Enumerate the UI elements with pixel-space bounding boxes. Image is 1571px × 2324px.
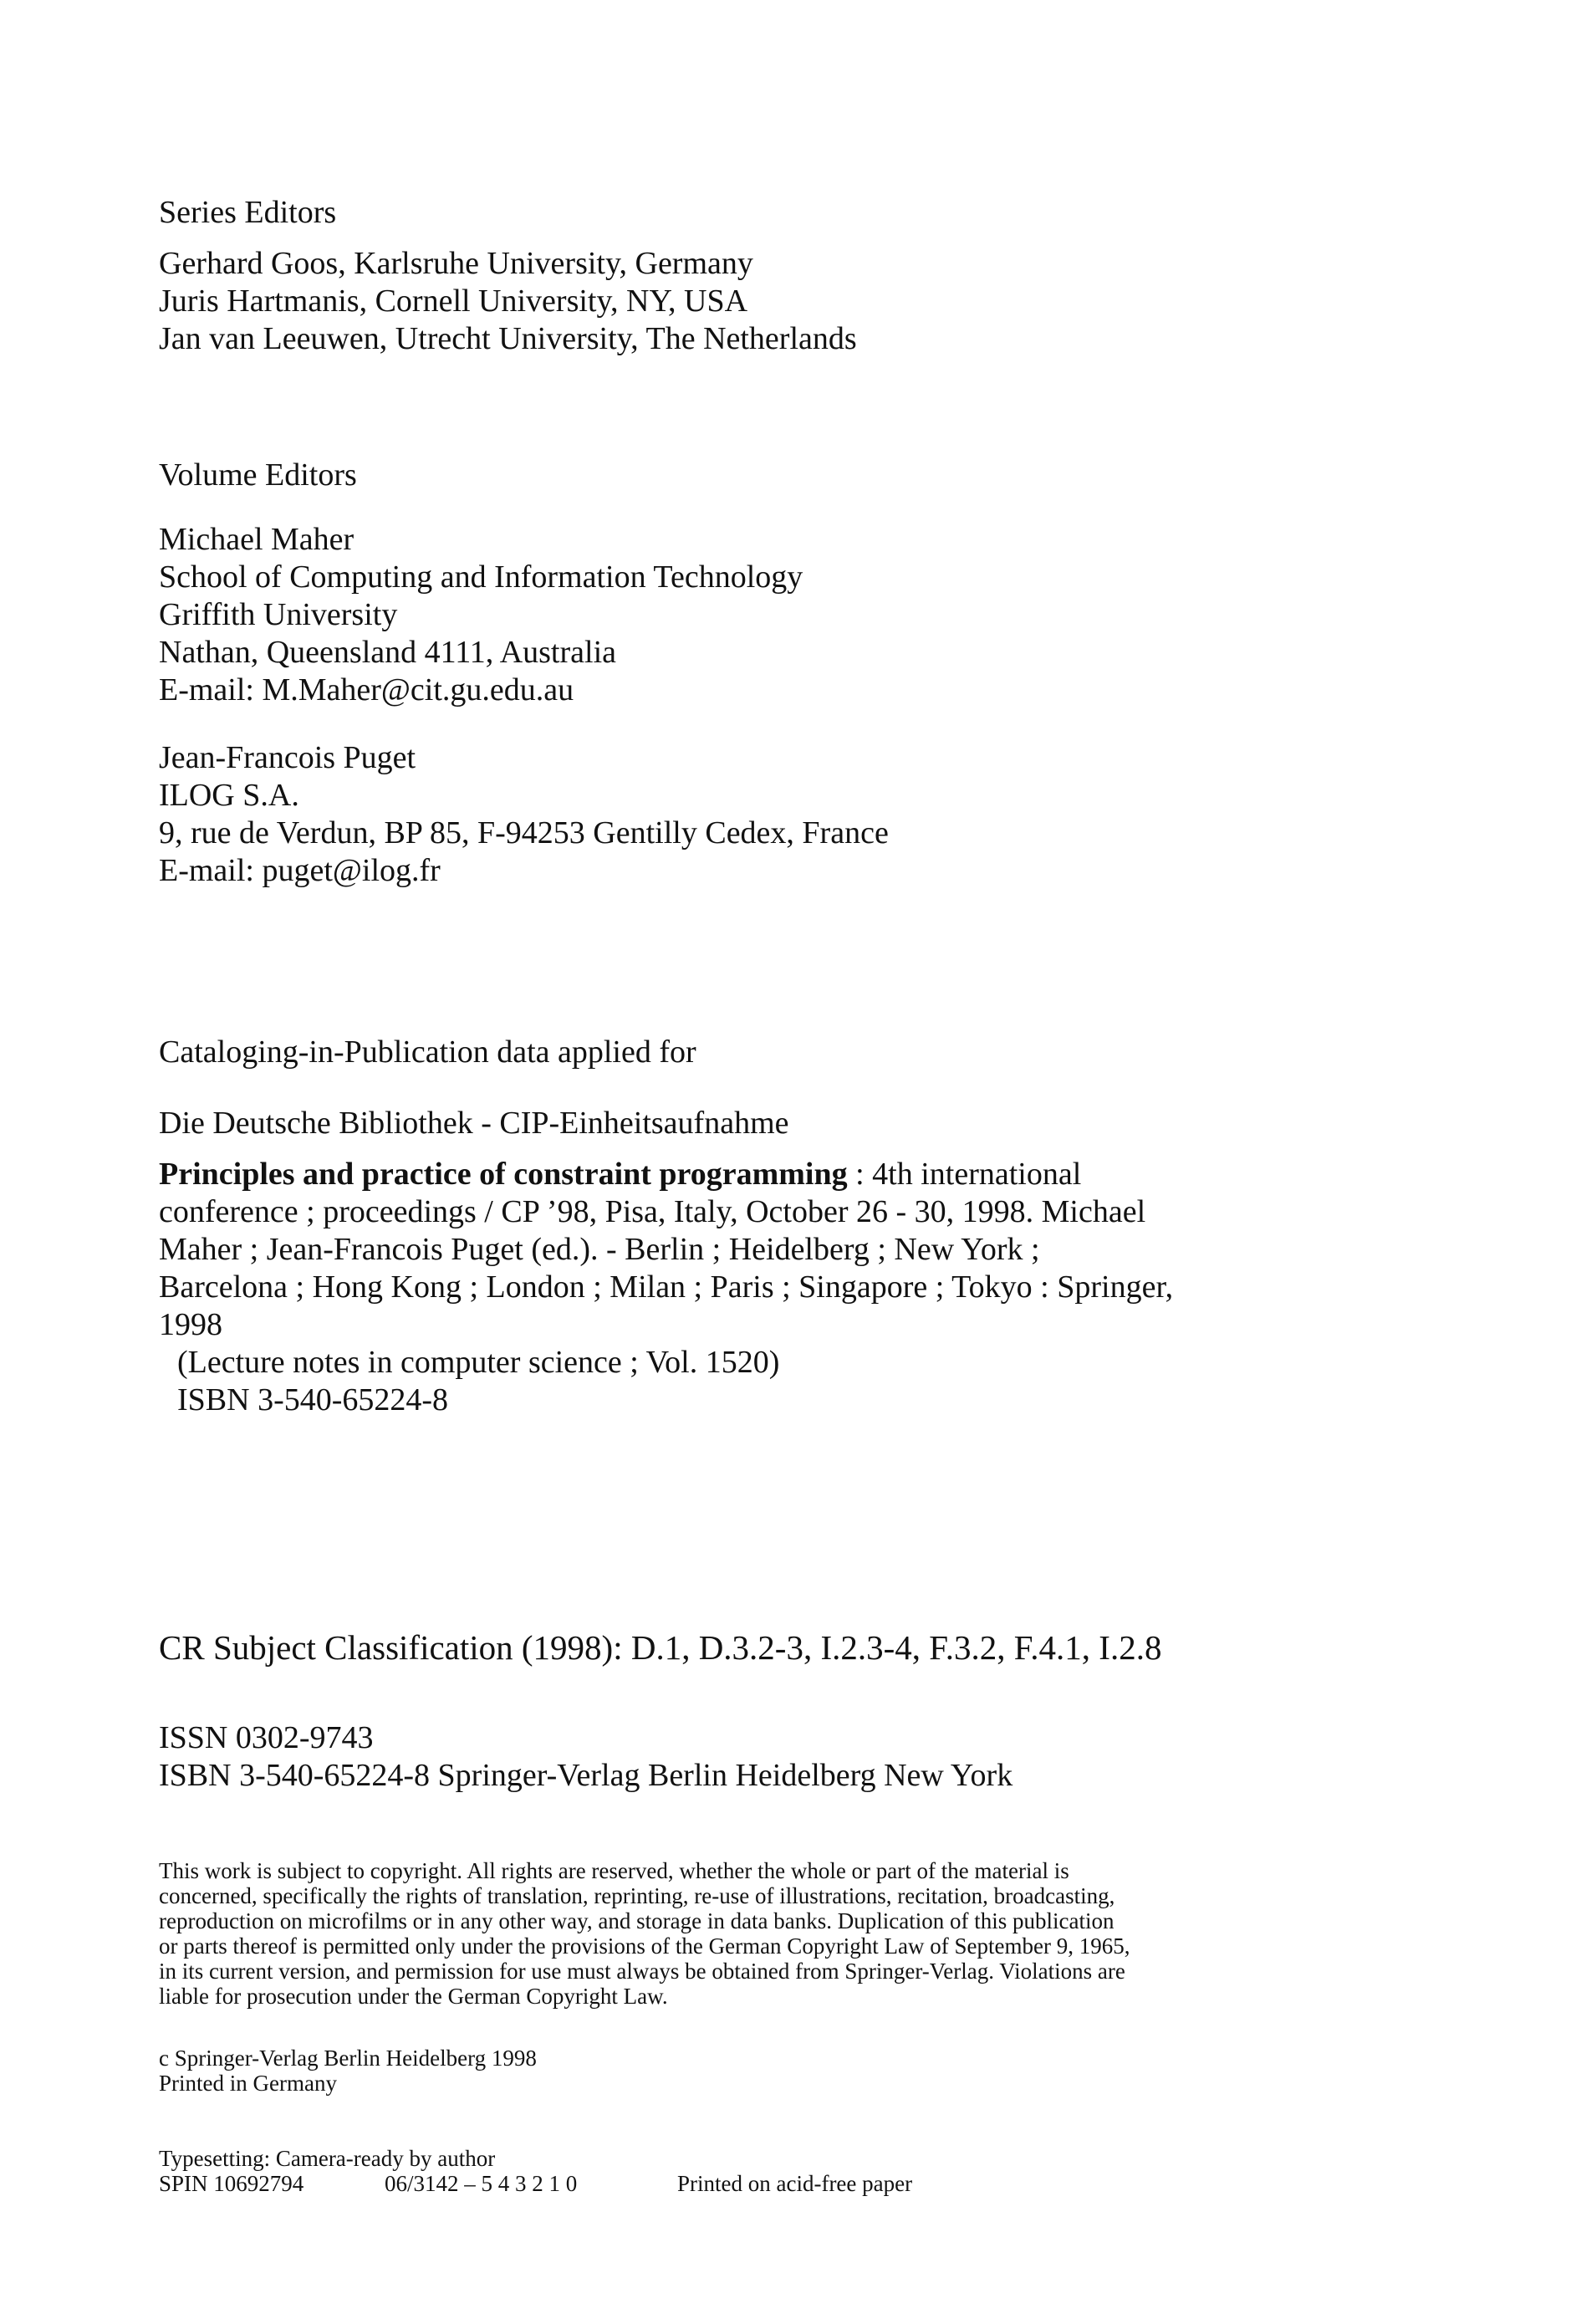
editor-name: Michael Maher: [159, 522, 354, 557]
catalog-entry-line: [159, 1156, 1463, 1193]
editor-affiliation: Griffith University: [159, 597, 398, 632]
printed-in: Printed in Germany: [159, 2071, 337, 2096]
catalog-entry-line: 1998: [159, 1307, 222, 1342]
copyright-notice: [159, 1858, 1463, 2009]
copyright-notice-line: in its current version, and permission for use must always be obtained from Springer-Verlag. Violations are: [159, 1959, 1125, 1984]
catalog-series-note: (Lecture notes in computer science ; Vol. 1520): [177, 1345, 780, 1380]
issn: ISSN 0302-9743: [159, 1720, 374, 1755]
typesetting-note: Typesetting: Camera-ready by author: [159, 2146, 496, 2171]
editor-name: Jean-Francois Puget: [159, 740, 416, 775]
catalog-entry-line: Barcelona ; Hong Kong ; London ; Milan ; Paris ; Singapore ; Tokyo : Springer,: [159, 1269, 1174, 1305]
identifiers-section: [159, 1719, 1463, 1795]
catalog-library: Die Deutsche Bibliothek - CIP-Einheitsaufnahme: [159, 1106, 789, 1141]
copyright-notice-line: or parts thereof is permitted only under the provisions of the German Copyright Law of September 9, 1965,: [159, 1933, 1130, 1959]
editor-address: Nathan, Queensland 4111, Australia: [159, 635, 616, 670]
catalog-isbn: ISBN 3-540-65224-8: [177, 1382, 449, 1417]
series-editors-heading: Series Editors: [159, 195, 337, 230]
paper-note: Printed on acid-free paper: [677, 2171, 913, 2196]
catalog-applied-note: Cataloging-in-Publication data applied for: [159, 1034, 696, 1070]
editor-address: 9, rue de Verdun, BP 85, F-94253 Gentilly Cedex, France: [159, 815, 889, 850]
spin-number: SPIN 10692794: [159, 2171, 304, 2196]
copyright-notice-line: This work is subject to copyright. All rights are reserved, whether the whole or part of the material is: [159, 1858, 1069, 1883]
isbn-full: ISBN 3-540-65224-8 Springer-Verlag Berlin Heidelberg New York: [159, 1758, 1013, 1793]
editor-affiliation: School of Computing and Information Technology: [159, 559, 803, 595]
catalog-entry-line: Maher ; Jean-Francois Puget (ed.). - Berlin ; Heidelberg ; New York ;: [159, 1232, 1040, 1267]
production-section: [159, 2146, 1463, 2196]
volume-editors-heading: Volume Editors: [159, 457, 357, 493]
copyright-holder: c Springer-Verlag Berlin Heidelberg 1998: [159, 2046, 537, 2071]
copyright-notice-line: liable for prosecution under the German Copyright Law.: [159, 1984, 668, 2009]
catalog-section: [159, 1034, 1463, 1419]
print-code: 06/3142 – 5 4 3 2 1 0: [385, 2171, 578, 2196]
series-editor: Gerhard Goos, Karlsruhe University, Germany: [159, 246, 753, 281]
catalog-entry-line: conference ; proceedings / CP ’98, Pisa, Italy, October 26 - 30, 1998. Michael: [159, 1194, 1146, 1229]
editor-affiliation: ILOG S.A.: [159, 778, 299, 813]
classification-section: [159, 1627, 1463, 1668]
copyright-holder-section: [159, 2046, 1463, 2096]
spin-row: [159, 2171, 1463, 2196]
copyright-notice-line: reproduction on microfilms or in any other way, and storage in data banks. Duplication of this publication: [159, 1908, 1114, 1933]
editor-email: E-mail: puget@ilog.fr: [159, 853, 441, 888]
book-title: Principles and practice of constraint programming: [159, 1157, 848, 1192]
series-editor: Juris Hartmanis, Cornell University, NY, USA: [159, 283, 748, 319]
volume-editors-section: [159, 457, 1463, 890]
copyright-notice-line: concerned, specifically the rights of translation, reprinting, re-use of illustrations, recitation, broadcasting,: [159, 1883, 1115, 1908]
series-editors-section: [159, 194, 1463, 358]
series-editor: Jan van Leeuwen, Utrecht University, The Netherlands: [159, 321, 857, 356]
editor-email: E-mail: M.Maher@cit.gu.edu.au: [159, 672, 574, 707]
cr-classification: CR Subject Classification (1998): D.1, D.3.2-3, I.2.3-4, F.3.2, F.4.1, I.2.8: [159, 1628, 1162, 1667]
book-title-continuation: : 4th international: [847, 1157, 1082, 1192]
